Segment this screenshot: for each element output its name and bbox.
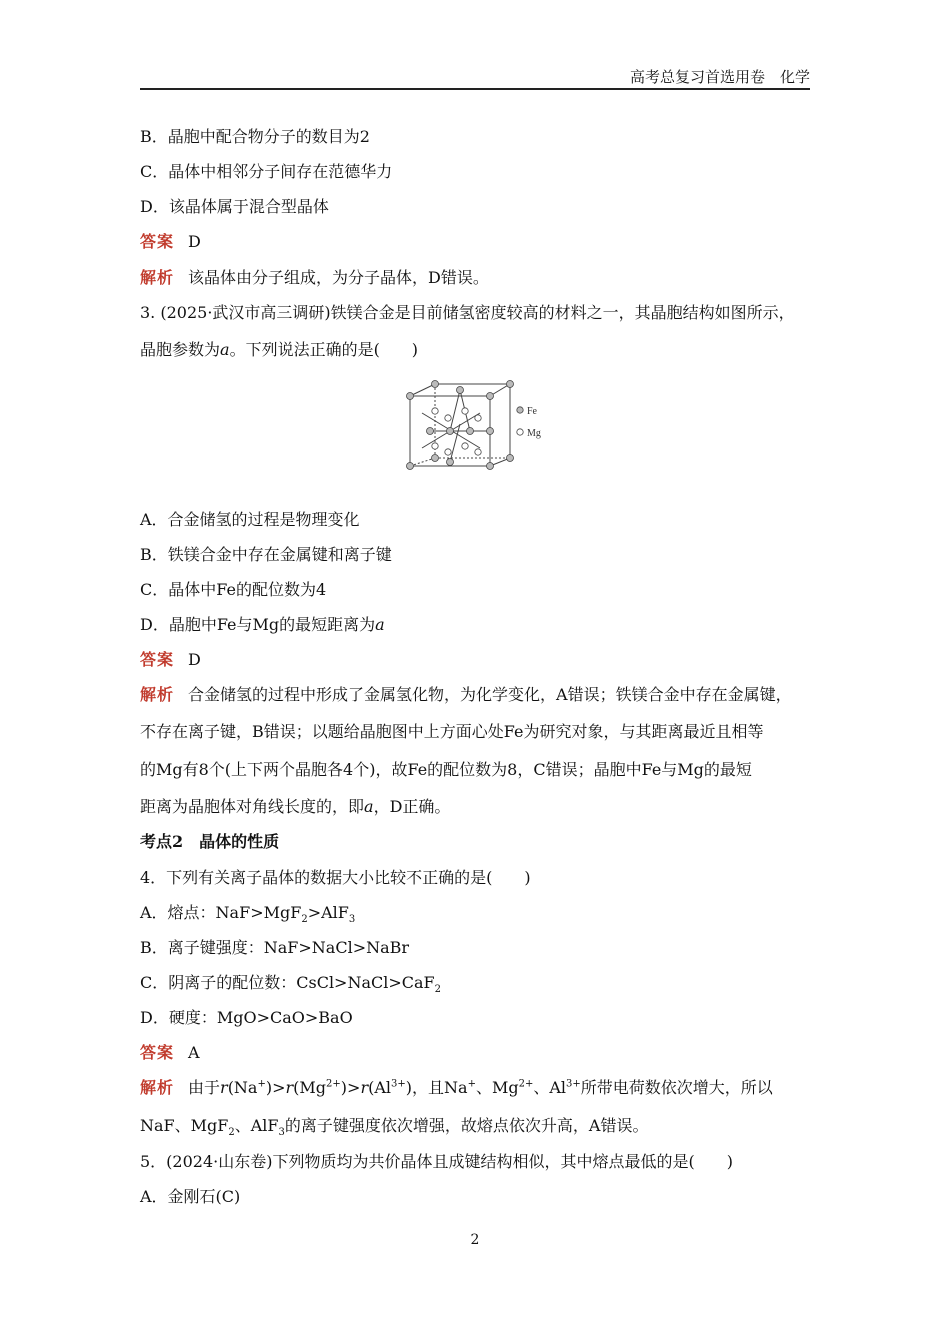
analysis-line (140, 268, 820, 288)
mg-legend-marker (517, 429, 523, 435)
analysis-label: 解析 (140, 268, 175, 287)
analysis-line-4: 距离为晶胞体对角线长度的，即a，D正确。 (140, 797, 451, 816)
answer-value: D (188, 650, 201, 669)
question-3-line-1: 3. (2025·武汉市高三调研)铁镁合金是目前储氢密度较高的材料之一，其晶胞结构如图所示， (140, 303, 795, 322)
page-header (140, 66, 810, 90)
option-a: A．合金储氢的过程是物理变化 (140, 510, 360, 529)
option-c: C．阴离子的配位数：CsCl>NaCl>CaF$_2$ (140, 973, 442, 996)
option-a: A．熔点：NaF>MgF$_2$>AlF$_3$ (140, 903, 356, 926)
answer-line (140, 232, 820, 252)
analysis-line-2: 不存在离子键，B错误；以题给晶胞图中上方面心处Fe为研究对象，与其距离最近且相等 (140, 722, 764, 741)
answer-line (140, 1043, 820, 1063)
mg-legend-label: Mg (527, 428, 541, 439)
answer-label: 答案 (140, 232, 175, 251)
answer-label: 答案 (140, 1043, 175, 1062)
option-a: A．金刚石(C) (140, 1187, 241, 1206)
page-number: 2 (470, 1232, 480, 1248)
fe-legend-marker (517, 407, 523, 413)
option-c: C．晶体中相邻分子间存在范德华力 (140, 162, 393, 181)
option-b: B．铁镁合金中存在金属键和离子键 (140, 545, 392, 564)
answer-label: 答案 (140, 650, 175, 669)
analysis-label: 解析 (140, 685, 175, 704)
fe-legend-label: Fe (527, 406, 537, 417)
option-b: B．离子键强度：NaF>NaCl>NaBr (140, 938, 410, 957)
answer-line (140, 650, 820, 670)
analysis-line-3: 的Mg有8个(上下两个晶胞各4个)，故Fe的配位数为8，C错误；晶胞中Fe与Mg的最短 (140, 760, 752, 779)
analysis-line-2: NaF、MgF$_2$、AlF$_3$的离子键强度依次增强，故熔点依次升高，A错误。 (140, 1116, 649, 1139)
option-c: C．晶体中Fe的配位数为4 (140, 580, 327, 599)
option-d: D．该晶体属于混合型晶体 (140, 197, 329, 216)
section-heading: 考点2 晶体的性质 (140, 832, 280, 851)
answer-value: A (188, 1043, 200, 1062)
analysis-line-1: 解析 合金储氢的过程中形成了金属氢化物，为化学变化，A错误；铁镁合金中存在金属键， (140, 685, 792, 704)
option-b: B．晶胞中配合物分子的数目为2 (140, 127, 370, 146)
question-5: 5．(2024·山东卷)下列物质均为共价晶体且成键结构相似，其中熔点最低的是( ) (140, 1152, 733, 1171)
analysis-label: 解析 (140, 1078, 175, 1097)
header-title: 高考总复习首选用卷 化学 (629, 68, 810, 86)
question-3-line-2: 晶胞参数为a。下列说法正确的是( ) (140, 340, 419, 359)
answer-value: D (188, 232, 201, 251)
analysis-text: 该晶体由分子组成，为分子晶体，D错误。 (188, 268, 489, 287)
question-4: 4．下列有关离子晶体的数据大小比较不正确的是( ) (140, 868, 531, 887)
analysis-line-1: 解析 由于$r(Na^+)>r(Mg^{2+})>r(Al^{3+})$，且Na+、$Mg^{2+}$、$Al^{3+}$所带电荷数依次增大，所以 (140, 1078, 773, 1097)
crystal-cell-figure (400, 376, 560, 476)
option-d: D．晶胞中Fe与Mg的最短距离为a (140, 615, 385, 634)
option-d: D．硬度：MgO>CaO>BaO (140, 1008, 353, 1027)
